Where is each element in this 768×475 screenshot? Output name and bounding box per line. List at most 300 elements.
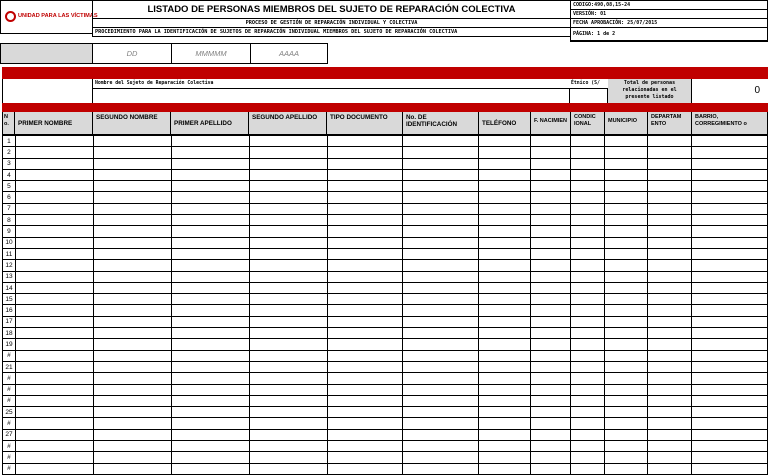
table-cell[interactable]	[605, 237, 648, 248]
table-cell[interactable]	[531, 305, 571, 316]
table-cell[interactable]	[403, 418, 479, 429]
table-cell[interactable]	[171, 294, 249, 305]
table-cell[interactable]	[479, 282, 531, 293]
table-cell[interactable]	[571, 181, 605, 192]
table-cell[interactable]	[403, 136, 479, 147]
table-cell[interactable]	[249, 237, 327, 248]
table-cell[interactable]	[605, 316, 648, 327]
table-cell[interactable]	[327, 384, 403, 395]
table-cell[interactable]	[479, 181, 531, 192]
table-cell[interactable]	[327, 407, 403, 418]
table-cell[interactable]	[93, 441, 171, 452]
table-cell[interactable]	[605, 395, 648, 406]
table-cell[interactable]	[605, 248, 648, 259]
table-cell[interactable]	[692, 407, 768, 418]
table-cell[interactable]	[605, 203, 648, 214]
table-cell[interactable]	[648, 339, 692, 350]
table-cell[interactable]	[93, 407, 171, 418]
table-cell[interactable]	[249, 316, 327, 327]
table-cell[interactable]	[15, 271, 93, 282]
table-cell[interactable]	[648, 136, 692, 147]
table-cell[interactable]	[648, 350, 692, 361]
table-cell[interactable]	[479, 147, 531, 158]
table-cell[interactable]	[648, 395, 692, 406]
table-cell[interactable]	[531, 452, 571, 463]
table-cell[interactable]	[171, 136, 249, 147]
table-cell[interactable]	[479, 339, 531, 350]
table-cell[interactable]	[571, 373, 605, 384]
table-cell[interactable]	[605, 373, 648, 384]
table-cell[interactable]	[93, 136, 171, 147]
table-cell[interactable]	[648, 248, 692, 259]
table-cell[interactable]	[648, 215, 692, 226]
table-cell[interactable]	[648, 294, 692, 305]
table-cell[interactable]	[479, 158, 531, 169]
table-cell[interactable]	[648, 282, 692, 293]
table-cell[interactable]	[327, 181, 403, 192]
table-cell[interactable]	[531, 373, 571, 384]
table-cell[interactable]	[15, 260, 93, 271]
table-cell[interactable]	[479, 441, 531, 452]
table-cell[interactable]	[403, 316, 479, 327]
table-cell[interactable]	[93, 305, 171, 316]
table-cell[interactable]	[249, 384, 327, 395]
table-cell[interactable]	[648, 260, 692, 271]
table-cell[interactable]	[648, 271, 692, 282]
table-cell[interactable]	[403, 248, 479, 259]
table-cell[interactable]	[93, 350, 171, 361]
table-cell[interactable]	[571, 260, 605, 271]
table-cell[interactable]	[648, 441, 692, 452]
table-cell[interactable]	[171, 328, 249, 339]
table-cell[interactable]	[692, 305, 768, 316]
table-cell[interactable]	[605, 350, 648, 361]
table-cell[interactable]	[648, 407, 692, 418]
table-cell[interactable]	[93, 328, 171, 339]
table-cell[interactable]	[327, 169, 403, 180]
table-cell[interactable]	[171, 384, 249, 395]
table-cell[interactable]	[327, 248, 403, 259]
table-cell[interactable]	[249, 305, 327, 316]
table-cell[interactable]	[15, 395, 93, 406]
table-cell[interactable]	[15, 429, 93, 440]
table-cell[interactable]	[171, 181, 249, 192]
table-cell[interactable]	[692, 316, 768, 327]
table-cell[interactable]	[605, 452, 648, 463]
table-cell[interactable]	[15, 294, 93, 305]
table-cell[interactable]	[327, 452, 403, 463]
table-cell[interactable]	[531, 361, 571, 372]
table-cell[interactable]	[171, 203, 249, 214]
table-cell[interactable]	[479, 260, 531, 271]
table-cell[interactable]	[692, 271, 768, 282]
table-cell[interactable]	[171, 237, 249, 248]
table-cell[interactable]	[93, 418, 171, 429]
table-cell[interactable]	[15, 452, 93, 463]
table-cell[interactable]	[648, 305, 692, 316]
table-cell[interactable]	[327, 395, 403, 406]
table-cell[interactable]	[403, 373, 479, 384]
table-cell[interactable]	[171, 192, 249, 203]
table-cell[interactable]	[15, 237, 93, 248]
table-cell[interactable]	[249, 248, 327, 259]
table-cell[interactable]	[692, 452, 768, 463]
table-cell[interactable]	[479, 316, 531, 327]
table-cell[interactable]	[327, 237, 403, 248]
table-cell[interactable]	[692, 203, 768, 214]
table-cell[interactable]	[171, 248, 249, 259]
table-cell[interactable]	[403, 441, 479, 452]
table-cell[interactable]	[571, 452, 605, 463]
table-cell[interactable]	[692, 226, 768, 237]
table-cell[interactable]	[403, 169, 479, 180]
table-cell[interactable]	[403, 328, 479, 339]
table-cell[interactable]	[249, 350, 327, 361]
table-cell[interactable]	[93, 361, 171, 372]
table-cell[interactable]	[648, 203, 692, 214]
table-cell[interactable]	[648, 169, 692, 180]
table-cell[interactable]	[171, 158, 249, 169]
table-cell[interactable]	[15, 328, 93, 339]
table-cell[interactable]	[479, 169, 531, 180]
table-cell[interactable]	[571, 395, 605, 406]
table-cell[interactable]	[692, 136, 768, 147]
table-cell[interactable]	[605, 158, 648, 169]
table-cell[interactable]	[605, 305, 648, 316]
table-cell[interactable]	[249, 158, 327, 169]
table-cell[interactable]	[479, 328, 531, 339]
table-cell[interactable]	[403, 407, 479, 418]
table-cell[interactable]	[93, 237, 171, 248]
table-cell[interactable]	[531, 384, 571, 395]
table-cell[interactable]	[648, 373, 692, 384]
table-cell[interactable]	[531, 441, 571, 452]
ethnic-field[interactable]	[570, 88, 608, 103]
table-cell[interactable]	[249, 418, 327, 429]
table-cell[interactable]	[171, 441, 249, 452]
table-cell[interactable]	[692, 248, 768, 259]
table-cell[interactable]	[403, 271, 479, 282]
table-cell[interactable]	[692, 192, 768, 203]
table-cell[interactable]	[249, 452, 327, 463]
table-cell[interactable]	[403, 237, 479, 248]
table-cell[interactable]	[531, 169, 571, 180]
table-cell[interactable]	[531, 429, 571, 440]
table-cell[interactable]	[531, 192, 571, 203]
table-cell[interactable]	[692, 441, 768, 452]
table-cell[interactable]	[403, 384, 479, 395]
table-cell[interactable]	[605, 181, 648, 192]
table-cell[interactable]	[327, 294, 403, 305]
table-cell[interactable]	[479, 294, 531, 305]
table-cell[interactable]	[479, 373, 531, 384]
table-cell[interactable]	[93, 395, 171, 406]
table-cell[interactable]	[327, 339, 403, 350]
table-cell[interactable]	[171, 316, 249, 327]
table-cell[interactable]	[403, 361, 479, 372]
date-month-field[interactable]: MMMMM	[171, 43, 251, 64]
table-cell[interactable]	[171, 215, 249, 226]
table-cell[interactable]	[15, 316, 93, 327]
table-cell[interactable]	[692, 350, 768, 361]
table-cell[interactable]	[15, 192, 93, 203]
table-cell[interactable]	[171, 271, 249, 282]
table-cell[interactable]	[479, 192, 531, 203]
table-cell[interactable]	[15, 305, 93, 316]
date-day-field[interactable]: DD	[92, 43, 172, 64]
table-cell[interactable]	[692, 429, 768, 440]
table-cell[interactable]	[327, 316, 403, 327]
table-cell[interactable]	[171, 361, 249, 372]
table-cell[interactable]	[327, 373, 403, 384]
table-cell[interactable]	[531, 226, 571, 237]
table-cell[interactable]	[692, 181, 768, 192]
table-cell[interactable]	[479, 203, 531, 214]
table-cell[interactable]	[15, 181, 93, 192]
table-cell[interactable]	[403, 294, 479, 305]
table-cell[interactable]	[93, 271, 171, 282]
table-cell[interactable]	[571, 282, 605, 293]
table-cell[interactable]	[327, 226, 403, 237]
table-cell[interactable]	[479, 418, 531, 429]
table-cell[interactable]	[648, 361, 692, 372]
table-cell[interactable]	[93, 452, 171, 463]
table-cell[interactable]	[93, 158, 171, 169]
table-cell[interactable]	[171, 339, 249, 350]
table-cell[interactable]	[605, 328, 648, 339]
table-cell[interactable]	[249, 361, 327, 372]
table-cell[interactable]	[692, 158, 768, 169]
table-cell[interactable]	[249, 226, 327, 237]
table-cell[interactable]	[648, 158, 692, 169]
table-cell[interactable]	[93, 260, 171, 271]
table-cell[interactable]	[171, 305, 249, 316]
table-cell[interactable]	[171, 282, 249, 293]
table-cell[interactable]	[15, 361, 93, 372]
table-cell[interactable]	[531, 136, 571, 147]
table-cell[interactable]	[605, 441, 648, 452]
table-cell[interactable]	[93, 339, 171, 350]
table-cell[interactable]	[531, 237, 571, 248]
table-cell[interactable]	[403, 158, 479, 169]
table-cell[interactable]	[249, 215, 327, 226]
table-cell[interactable]	[15, 158, 93, 169]
table-cell[interactable]	[93, 147, 171, 158]
table-cell[interactable]	[692, 361, 768, 372]
table-cell[interactable]	[648, 418, 692, 429]
table-cell[interactable]	[327, 429, 403, 440]
table-cell[interactable]	[605, 407, 648, 418]
table-cell[interactable]	[171, 407, 249, 418]
table-cell[interactable]	[171, 169, 249, 180]
table-cell[interactable]	[531, 203, 571, 214]
table-cell[interactable]	[648, 181, 692, 192]
table-cell[interactable]	[403, 181, 479, 192]
table-cell[interactable]	[531, 339, 571, 350]
table-cell[interactable]	[648, 192, 692, 203]
table-cell[interactable]	[648, 452, 692, 463]
table-cell[interactable]	[571, 203, 605, 214]
table-cell[interactable]	[327, 282, 403, 293]
table-cell[interactable]	[93, 248, 171, 259]
table-cell[interactable]	[249, 169, 327, 180]
table-cell[interactable]	[93, 169, 171, 180]
table-cell[interactable]	[479, 136, 531, 147]
table-cell[interactable]	[15, 203, 93, 214]
table-cell[interactable]	[93, 226, 171, 237]
table-cell[interactable]	[171, 418, 249, 429]
table-cell[interactable]	[571, 350, 605, 361]
table-cell[interactable]	[249, 271, 327, 282]
table-cell[interactable]	[15, 136, 93, 147]
table-cell[interactable]	[531, 316, 571, 327]
table-cell[interactable]	[327, 215, 403, 226]
table-cell[interactable]	[15, 339, 93, 350]
table-cell[interactable]	[531, 260, 571, 271]
table-cell[interactable]	[571, 169, 605, 180]
table-cell[interactable]	[249, 373, 327, 384]
table-cell[interactable]	[403, 395, 479, 406]
table-cell[interactable]	[93, 316, 171, 327]
table-cell[interactable]	[249, 136, 327, 147]
table-cell[interactable]	[327, 192, 403, 203]
table-cell[interactable]	[327, 328, 403, 339]
table-cell[interactable]	[171, 373, 249, 384]
table-cell[interactable]	[403, 260, 479, 271]
table-cell[interactable]	[531, 181, 571, 192]
table-cell[interactable]	[692, 294, 768, 305]
table-cell[interactable]	[171, 226, 249, 237]
table-cell[interactable]	[605, 282, 648, 293]
table-cell[interactable]	[692, 395, 768, 406]
table-cell[interactable]	[171, 429, 249, 440]
table-cell[interactable]	[15, 147, 93, 158]
table-cell[interactable]	[93, 192, 171, 203]
table-cell[interactable]	[479, 226, 531, 237]
table-cell[interactable]	[249, 395, 327, 406]
table-cell[interactable]	[531, 350, 571, 361]
table-cell[interactable]	[479, 248, 531, 259]
table-cell[interactable]	[249, 192, 327, 203]
table-cell[interactable]	[692, 373, 768, 384]
table-cell[interactable]	[571, 361, 605, 372]
table-cell[interactable]	[403, 147, 479, 158]
table-cell[interactable]	[531, 395, 571, 406]
table-cell[interactable]	[692, 260, 768, 271]
table-cell[interactable]	[648, 384, 692, 395]
table-cell[interactable]	[171, 260, 249, 271]
table-cell[interactable]	[15, 282, 93, 293]
table-cell[interactable]	[479, 452, 531, 463]
table-cell[interactable]	[531, 328, 571, 339]
table-cell[interactable]	[571, 339, 605, 350]
table-cell[interactable]	[327, 158, 403, 169]
table-cell[interactable]	[479, 429, 531, 440]
table-cell[interactable]	[327, 260, 403, 271]
table-cell[interactable]	[692, 169, 768, 180]
table-cell[interactable]	[571, 215, 605, 226]
table-cell[interactable]	[605, 271, 648, 282]
table-cell[interactable]	[479, 384, 531, 395]
table-cell[interactable]	[692, 328, 768, 339]
table-cell[interactable]	[692, 147, 768, 158]
table-cell[interactable]	[571, 441, 605, 452]
table-cell[interactable]	[571, 158, 605, 169]
table-cell[interactable]	[327, 350, 403, 361]
table-cell[interactable]	[403, 429, 479, 440]
table-cell[interactable]	[571, 147, 605, 158]
table-cell[interactable]	[571, 328, 605, 339]
table-cell[interactable]	[327, 441, 403, 452]
table-cell[interactable]	[648, 237, 692, 248]
subject-name-field[interactable]	[92, 88, 570, 103]
table-cell[interactable]	[171, 147, 249, 158]
table-cell[interactable]	[605, 169, 648, 180]
table-cell[interactable]	[605, 429, 648, 440]
table-cell[interactable]	[479, 395, 531, 406]
table-cell[interactable]	[327, 136, 403, 147]
table-cell[interactable]	[605, 215, 648, 226]
table-cell[interactable]	[403, 452, 479, 463]
table-cell[interactable]	[648, 316, 692, 327]
table-cell[interactable]	[479, 215, 531, 226]
table-cell[interactable]	[605, 192, 648, 203]
table-cell[interactable]	[15, 373, 93, 384]
table-cell[interactable]	[93, 384, 171, 395]
table-cell[interactable]	[692, 384, 768, 395]
table-cell[interactable]	[171, 350, 249, 361]
table-cell[interactable]	[605, 418, 648, 429]
table-cell[interactable]	[403, 305, 479, 316]
table-cell[interactable]	[15, 441, 93, 452]
table-cell[interactable]	[327, 418, 403, 429]
table-cell[interactable]	[249, 429, 327, 440]
table-cell[interactable]	[93, 373, 171, 384]
table-cell[interactable]	[531, 147, 571, 158]
table-cell[interactable]	[479, 237, 531, 248]
table-cell[interactable]	[531, 158, 571, 169]
table-cell[interactable]	[327, 203, 403, 214]
table-cell[interactable]	[571, 305, 605, 316]
table-cell[interactable]	[403, 350, 479, 361]
table-cell[interactable]	[479, 361, 531, 372]
table-cell[interactable]	[15, 384, 93, 395]
table-cell[interactable]	[571, 226, 605, 237]
table-cell[interactable]	[327, 305, 403, 316]
table-cell[interactable]	[15, 248, 93, 259]
table-cell[interactable]	[571, 271, 605, 282]
table-cell[interactable]	[15, 350, 93, 361]
table-cell[interactable]	[531, 418, 571, 429]
table-cell[interactable]	[93, 282, 171, 293]
table-cell[interactable]	[479, 305, 531, 316]
table-cell[interactable]	[15, 407, 93, 418]
table-cell[interactable]	[531, 215, 571, 226]
table-cell[interactable]	[249, 441, 327, 452]
table-cell[interactable]	[15, 418, 93, 429]
table-cell[interactable]	[249, 260, 327, 271]
table-cell[interactable]	[171, 452, 249, 463]
table-cell[interactable]	[403, 192, 479, 203]
table-cell[interactable]	[403, 215, 479, 226]
table-cell[interactable]	[15, 215, 93, 226]
table-cell[interactable]	[15, 226, 93, 237]
table-cell[interactable]	[692, 237, 768, 248]
table-cell[interactable]	[692, 282, 768, 293]
table-cell[interactable]	[93, 203, 171, 214]
table-cell[interactable]	[403, 226, 479, 237]
date-year-field[interactable]: AAAA	[250, 43, 328, 64]
